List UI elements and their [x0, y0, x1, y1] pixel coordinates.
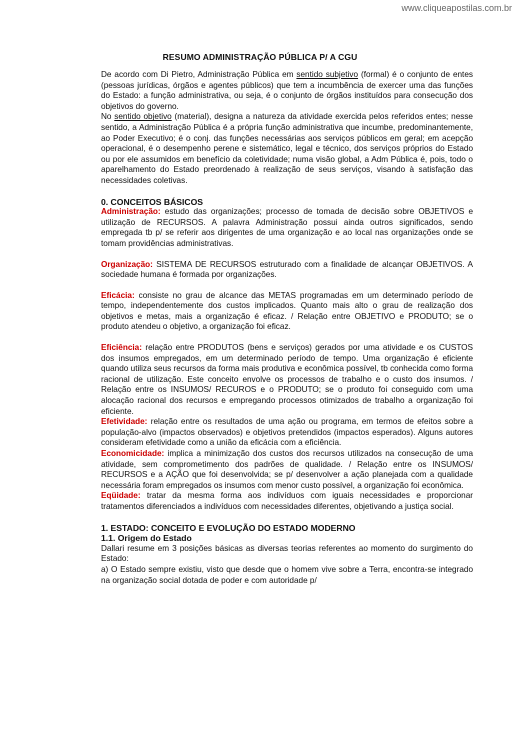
definition-eficiencia: Eficiência: relação entre PRODUTOS (bens e serviços) gerados por uma atividade e os CUSTOS dos insumos empregados, em um determinado período de tempo. Uma organização é eficiente quando utiliza seus recursos da forma mais produtiva e econômica possível, tb conhecida como forma racional de utilização. Este conceito envolve os processos de trabalho e o custo dos insumos. / Relação entre os INSUMOS/ RECUROS e o PRODUTO; se o produto foi conseguido com uma alocação racional dos recursos e empregando processos otimizados de trabalho a organização foi eficiente. [101, 343, 473, 416]
definition-term: Administração: [101, 207, 161, 217]
definition-efetividade: Efetividade: relação entre os resultados de uma ação ou programa, em termos de efeitos sobre a população-alvo (impactos observados) e objetivos pretendidos (impactos esperados). Alguns autores consideram efetividade como a união da eficácia com a eficiência. [101, 417, 473, 448]
paragraph: a) O Estado sempre existiu, visto que desde que o homem vive sobre a Terra, encontra-se integrado na organização social dotada de poder e com autoridade p/ [101, 564, 473, 585]
definition-economicidade: Economicidade: implica a minimização dos custos dos recursos utilizados na consecução de uma atividade, sem comprometimento dos padrões de qualidade. / Relação entre os INSUMOS/ RECURSOS e a AÇÃO que foi desenvolvida; se p/ desenvolver a ação planejada com a qualidade necessária foram empregados os insumos com menor custo possível, a organização foi econômica. [101, 449, 473, 490]
definition-term: Eqüidade: [101, 491, 141, 501]
paragraph: Dallari resume em 3 posições básicas as diversas teorias referentes ao momento do surgimento do Estado: [101, 543, 473, 564]
site-url: www.cliqueapostilas.com.br [401, 3, 512, 13]
document-title: RESUMO ADMINISTRAÇÃO PÚBLICA P/ A CGU [162, 52, 358, 62]
subsection-heading: 1.1. Origem do Estado [101, 533, 192, 544]
intro-paragraph-objective: No sentido objetivo (material), designa a natureza da atividade exercida pelos referidos entes; nesse sentido, a Administração Pública é a própria função administrativa que incumbe, predominantemente, ao Poder Executivo; é o conj. das funções necessárias aos serviços públicos em geral; em acepção operacional, é o desempenho perene e sistemático, legal e técnico, dos serviços próprios do Estado ou por ele assumidos em benefício da coletividade; numa visão global, a Adm Pública é, pois, todo o aparelhamento do Estado preordenado à realização de seus serviços, visando à satisfação das necessidades coletivas. [101, 112, 473, 185]
section-heading: 1. ESTADO: CONCEITO E EVOLUÇÃO DO ESTADO MODERNO [101, 522, 356, 533]
definition-term: Eficácia: [101, 290, 135, 300]
definition-administracao: Administração: estudo das organizações; processo de tomada de decisão sobre OBJETIVOS e utilização de RECURSOS. A palavra Administração possui ainda outros significados, sendo empregada tb p/ se referir aos dirigentes de uma organização e ao local nas organizações onde se tomam providências administrativas. [101, 207, 473, 248]
intro-paragraph-subjective: De acordo com Di Pietro, Administração Pública em sentido subjetivo (formal) é o conjunto de entes (pessoas jurídicas, órgãos e agentes públicos) que tem a incumbência de exercer uma das funções do Estado: a função administrativa, ou seja, é o conjunto de órgãos instituídos para consecução dos objetivos do governo. [101, 70, 473, 111]
document-body [101, 70, 473, 586]
definition-term: Organização: [101, 259, 153, 269]
underlined-term: sentido subjetivo [296, 70, 359, 79]
definition-equidade: Eqüidade: tratar da mesma forma aos indivíduos com iguais necessidades e proporcionar tratamentos diferenciados a indivíduos com necessidades diferentes, objetivando a justiça social. [101, 491, 473, 511]
definition-organizacao: Organização: SISTEMA DE RECURSOS estruturado com a finalidade de alcançar OBJETIVOS. A sociedade humana é formada por organizações. [101, 259, 473, 280]
definition-term: Eficiência: [101, 343, 142, 353]
section-heading: 0. CONCEITOS BÁSICOS [101, 196, 204, 207]
definition-term: Economicidade: [101, 449, 165, 458]
definition-term: Efetividade: [101, 417, 148, 427]
definition-eficacia: Eficácia: consiste no grau de alcance das METAS programadas em um determinado período de tempo, independentemente dos custos implicados. Quanto mais alto o grau de realização dos objetivos e metas, mais a organização é eficaz. / Relação entre OBJETIVO e PRODUTO; se o produto atendeu o objetivo, a organização foi eficaz. [101, 290, 473, 332]
underlined-term: sentido objetivo [114, 112, 172, 122]
